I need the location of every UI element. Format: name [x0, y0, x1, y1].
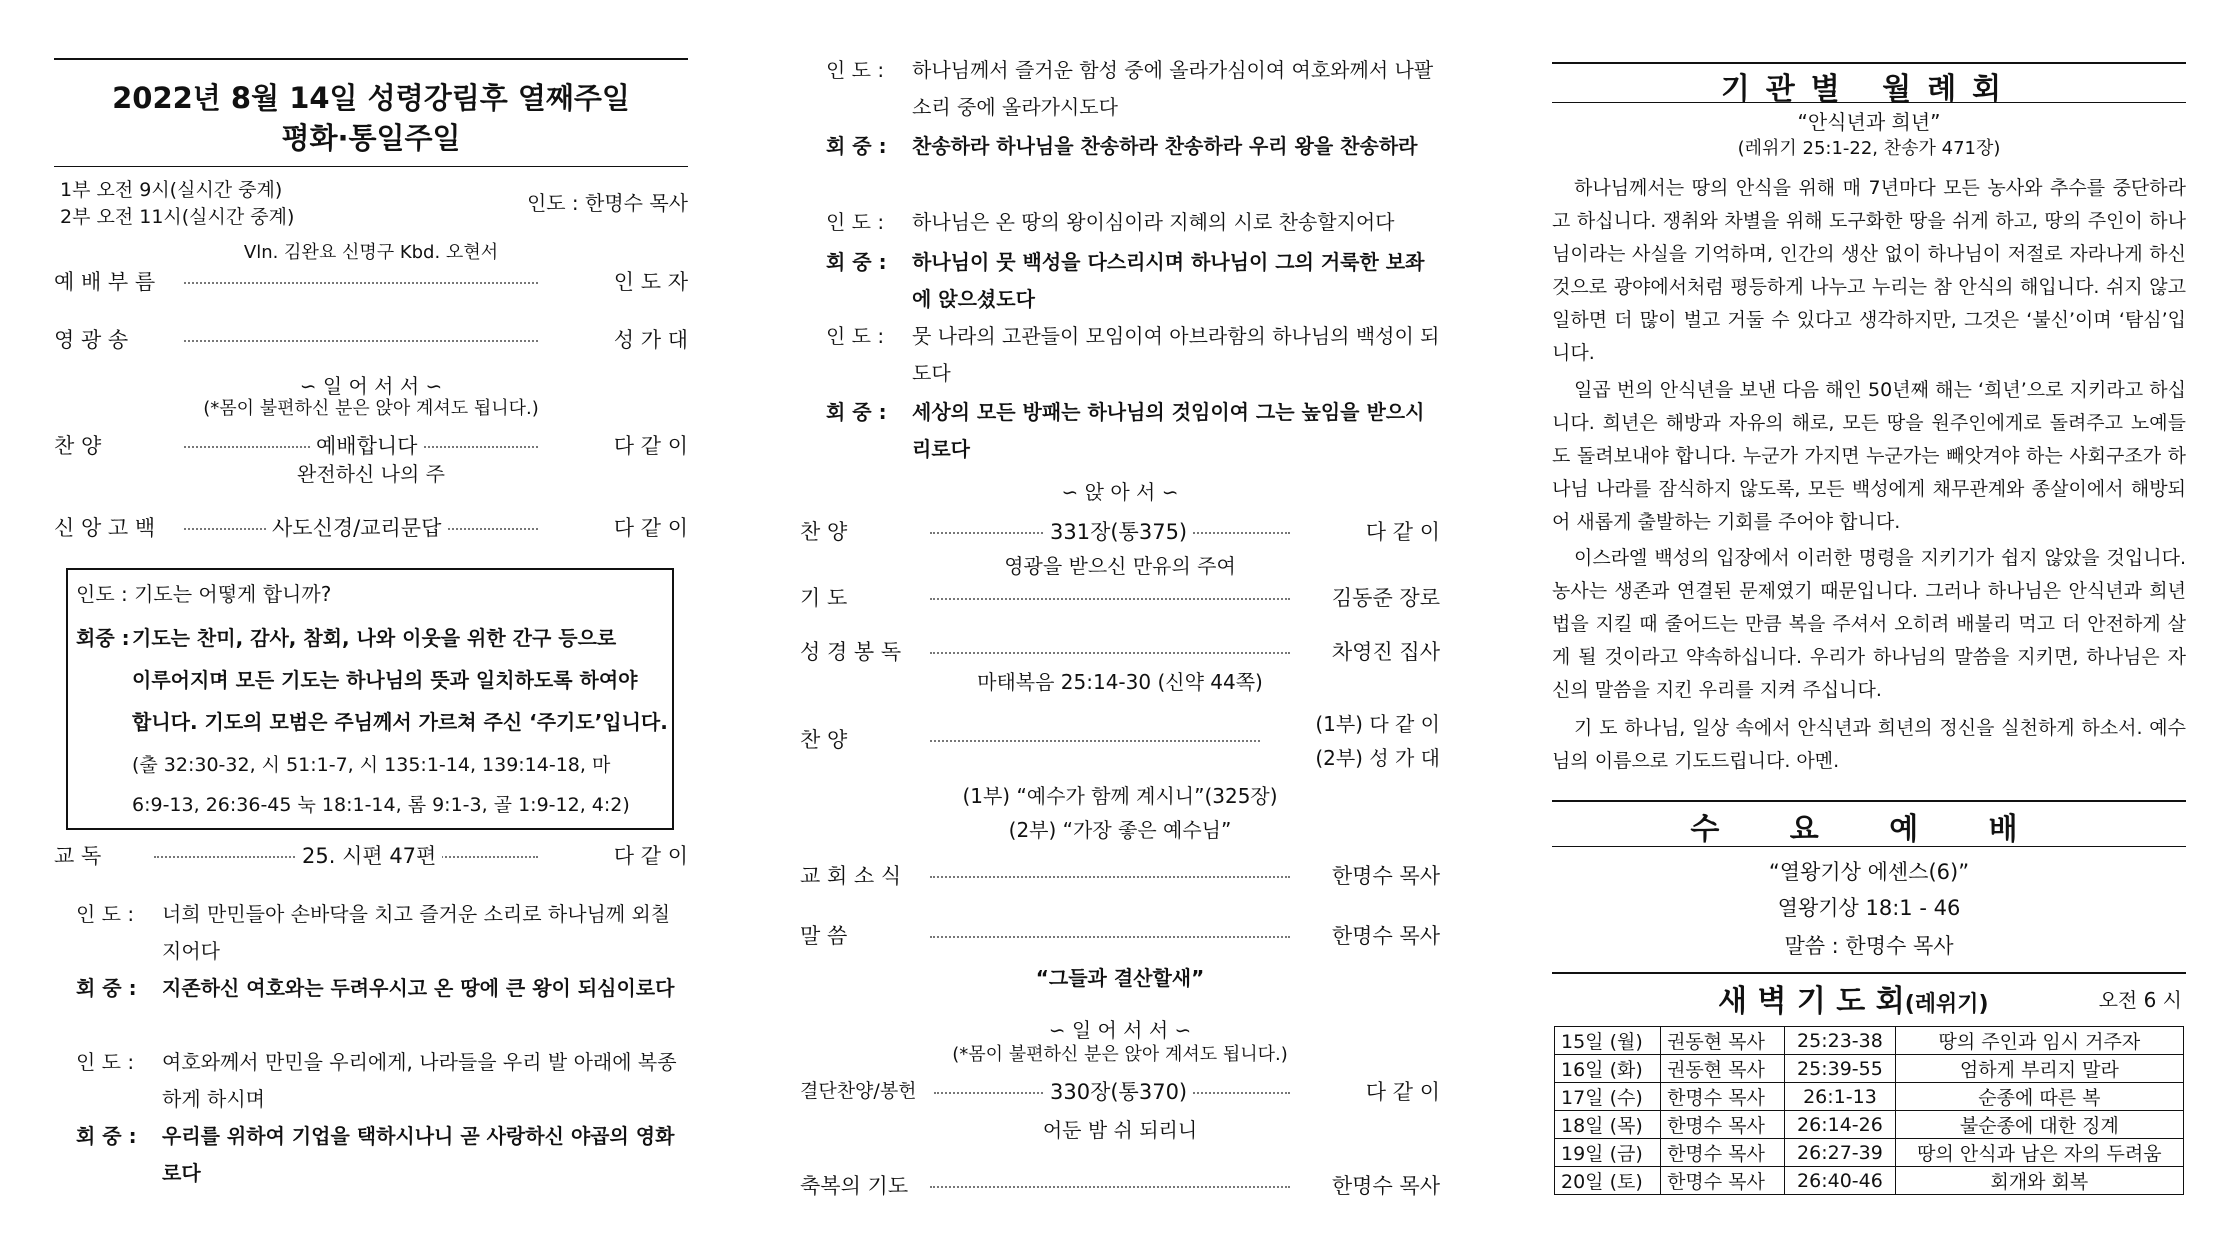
order-right: 한명수 목사 — [1331, 1174, 1440, 1198]
leader-dots — [930, 740, 1260, 742]
schedule-theme: 회개와 회복 — [1895, 1167, 2183, 1195]
reader-text: 뭇 나라의 고관들이 모임이여 아브라함의 하나님의 백성이 되도다 — [912, 324, 1440, 385]
order-responsive-reading — [54, 840, 688, 872]
meditation-paragraph: 이스라엘 백성의 입장에서 이러한 명령을 지키기가 쉽지 않았을 것입니다. 농사는 생존과 연결된 문제였기 때문입니다. 그러나 하나님은 안식년과 희년 법을 지킬 때 줄어드는 만큼 복을 주셔서 오히려 배불리 먹고 더 안전하게 살게 될 것이라고 약속하십니다. 우리가 하나님의 말씀을 지키면, 하나님은 자신의 말씀을 지킨 우리를 지켜 주십니다. — [1552, 547, 2186, 701]
closing-prayer: 기 도 하나님, 일상 속에서 안식년과 희년의 정신을 실천하게 하소서. 예수님의 이름으로 기도드립니다. 아멘. — [1552, 717, 2186, 772]
responsive-line — [76, 896, 688, 970]
anthem-part-2: (2부) 성 가 대 — [1315, 746, 1440, 770]
schedule-row — [1555, 1027, 2184, 1055]
leader-dots — [930, 936, 1290, 938]
reader-label: 인 도 : — [826, 58, 885, 82]
wednesday-speaker: 말씀 : 한명수 목사 — [1784, 934, 1954, 958]
order-label: 교 회 소 식 — [800, 864, 902, 888]
schedule-passage: 26:27-39 — [1785, 1139, 1896, 1167]
reader-label: 회 중 : — [76, 1124, 137, 1148]
order-right: 다 같 이 — [613, 516, 688, 540]
schedule-preacher: 한명수 목사 — [1661, 1167, 1785, 1195]
reader-label: 회 중 : — [76, 976, 137, 1000]
reader-label: 인 도 : — [76, 1050, 135, 1074]
order-benediction — [800, 1170, 1440, 1202]
schedule-preacher: 권동현 목사 — [1661, 1055, 1785, 1083]
section-rule — [1552, 800, 2186, 802]
schedule-date: 15일 (월) — [1555, 1027, 1661, 1055]
service-leader: 인도 : 한명수 목사 — [526, 191, 688, 215]
meditation-title: “안식년과 희년” — [1797, 110, 1941, 134]
order-mid: 25. 시편 47편 — [296, 840, 442, 870]
catechism-references: 6:9-13, 26:36-45 눅 18:1-14, 롬 9:1-3, 골 1:9-12, 4:2) — [132, 794, 630, 816]
praise-title: 완전하신 나의 주 — [297, 462, 445, 486]
dawn-prayer-title: 새 벽 기 도 회 — [1718, 984, 1905, 1019]
top-rule — [54, 58, 688, 60]
reader-label: 회 중 : — [826, 250, 887, 274]
schedule-passage: 25:23-38 — [1785, 1027, 1896, 1055]
page-title: 2022년 8월 14일 성령강림후 열째주일 — [112, 81, 630, 115]
section-rule — [1552, 102, 2186, 103]
order-right: 다 같 이 — [1365, 520, 1440, 544]
schedule-row — [1555, 1111, 2184, 1139]
order-scripture — [800, 636, 1440, 668]
reader-label: 인 도 : — [826, 324, 885, 348]
catechism-answer-line: 합니다. 기도의 모범은 주님께서 가르쳐 주신 ‘주기도’입니다. — [132, 710, 668, 734]
order-mid: 예배합니다 — [310, 430, 423, 460]
order-label: 찬 양 — [800, 728, 848, 752]
dawn-prayer-time: 오전 6 시 — [2098, 988, 2182, 1012]
schedule-date: 19일 (금) — [1555, 1139, 1661, 1167]
sermon-title: “그들과 결산할새” — [1035, 966, 1205, 990]
anthem-title-1: (1부) “예수가 함께 계시니”(325장) — [962, 784, 1278, 808]
service-time-2: 2부 오전 11시(실시간 중계) — [60, 206, 295, 228]
reader-text: 하나님이 뭇 백성을 다스리시며 하나님이 그의 거룩한 보좌에 앉으셨도다 — [912, 250, 1425, 311]
responsive-line — [76, 1044, 688, 1118]
order-right: 다 같 이 — [613, 434, 688, 458]
reader-text: 찬송하라 하나님을 찬송하라 찬송하라 우리 왕을 찬송하라 — [912, 134, 1418, 158]
section-rule — [1552, 846, 2186, 847]
catechism-box — [66, 568, 674, 830]
leader-dots — [184, 282, 538, 284]
order-label: 축복의 기도 — [800, 1174, 909, 1198]
schedule-preacher: 권동현 목사 — [1661, 1027, 1785, 1055]
order-dedication — [800, 1076, 1440, 1108]
order-right: 다 같 이 — [613, 844, 688, 868]
musicians: Vln. 김완요 신명구 Kbd. 오현서 — [243, 242, 499, 263]
leader-dots — [930, 598, 1290, 600]
order-right: 차영진 집사 — [1331, 640, 1440, 664]
praise-title: 영광을 받으신 만유의 주여 — [1004, 554, 1236, 578]
order-label: 찬 양 — [800, 520, 848, 544]
stand-instruction: ∽ 일 어 서 서 ∽ — [299, 374, 443, 398]
reader-label: 회 중 : — [826, 400, 887, 424]
order-label: 성 경 봉 독 — [800, 640, 902, 664]
schedule-theme: 불순종에 대한 징계 — [1895, 1111, 2183, 1139]
schedule-date: 16일 (화) — [1555, 1055, 1661, 1083]
schedule-preacher: 한명수 목사 — [1661, 1111, 1785, 1139]
catechism-references: (출 32:30-32, 시 51:1-7, 시 135:1-14, 139:14-18, 마 — [132, 754, 611, 776]
reader-text: 하나님은 온 땅의 왕이심이라 지혜의 시로 찬송할지어다 — [912, 210, 1395, 234]
schedule-preacher: 한명수 목사 — [1661, 1083, 1785, 1111]
schedule-row — [1555, 1055, 2184, 1083]
schedule-passage: 26:40-46 — [1785, 1167, 1896, 1195]
dedication-hymn: 어둔 밤 쉬 되리니 — [1042, 1118, 1198, 1142]
order-label: 영 광 송 — [54, 328, 129, 352]
schedule-passage: 26:14-26 — [1785, 1111, 1896, 1139]
stand-note: (*몸이 불편하신 분은 앉아 계셔도 됩니다.) — [952, 1044, 1288, 1065]
schedule-passage: 26:1-13 — [1785, 1083, 1896, 1111]
wednesday-service-header: 수 요 예 배 — [1690, 812, 2048, 847]
schedule-row — [1555, 1139, 2184, 1167]
order-praise — [800, 516, 1440, 548]
leader-dots — [184, 340, 538, 342]
order-creed — [54, 512, 688, 544]
order-label: 교 독 — [54, 844, 102, 868]
scripture-reference: 마태복음 25:14-30 (신약 44쪽) — [977, 670, 1263, 694]
catechism-answer-label: 회중 : — [76, 626, 130, 650]
schedule-date: 17일 (수) — [1555, 1083, 1661, 1111]
wednesday-reference: 열왕기상 18:1 - 46 — [1777, 896, 1961, 920]
responsive-line — [76, 970, 688, 1044]
wednesday-title: “열왕기상 에센스(6)” — [1768, 860, 1970, 884]
order-right: 한명수 목사 — [1331, 924, 1440, 948]
anthem-title-2: (2부) “가장 좋은 예수님” — [1008, 818, 1232, 842]
schedule-row — [1555, 1083, 2184, 1111]
order-church-news — [800, 860, 1440, 892]
order-right: 다 같 이 — [1365, 1080, 1440, 1104]
reader-text: 세상의 모든 방패는 하나님의 것임이여 그는 높임을 받으시리로다 — [912, 400, 1425, 461]
reader-label: 인 도 : — [826, 210, 885, 234]
section-rule — [1552, 972, 2186, 974]
leader-dots — [930, 652, 1290, 654]
reader-label: 회 중 : — [826, 134, 887, 158]
order-label: 예 배 부 름 — [54, 270, 156, 294]
order-label: 말 씀 — [800, 924, 848, 948]
order-mid: 사도신경/교리문답 — [266, 512, 447, 542]
order-right: 김동준 장로 — [1331, 586, 1440, 610]
dawn-prayer-schedule — [1554, 1026, 2184, 1195]
catechism-answer-line: 기도는 찬미, 감사, 참회, 나와 이웃을 위한 간구 등으로 — [132, 626, 617, 650]
catechism-answer-line: 이루어지며 모든 기도는 하나님의 뜻과 일치하도록 하여야 — [132, 668, 638, 692]
reader-label: 인 도 : — [76, 902, 135, 926]
reader-text: 하나님께서 즐거운 함성 중에 올라가심이여 여호와께서 나팔소리 중에 올라가시도다 — [912, 58, 1434, 119]
stand-instruction: ∽ 일 어 서 서 ∽ — [1048, 1018, 1192, 1042]
anthem-part-1: (1부) 다 같 이 — [1315, 712, 1440, 736]
dawn-prayer-header — [1718, 976, 1989, 1020]
responsive-line — [76, 1118, 688, 1192]
schedule-passage: 25:39-55 — [1785, 1055, 1896, 1083]
order-mid: 330장(통370) — [1044, 1076, 1193, 1106]
schedule-theme: 땅의 주인과 임시 거주자 — [1895, 1027, 2183, 1055]
meditation-paragraph: 일곱 번의 안식년을 보낸 다음 해인 50년째 해는 ‘희년’으로 지키라고 하십니다. 희년은 해방과 자유의 해로, 모든 땅을 원주인에게로 돌려주고 노예들도 돌려보내야 합니다. 누군가 가지면 누군가는 빼앗겨야 하는 사회구조가 하나님 나라를 잠식하지 않도록, 모든 백성에게 채무관계와 종살이에서 해방되어 새롭게 출발하는 기회를 주어야 합니다. — [1552, 379, 2186, 533]
reader-text: 우리를 위하여 기업을 택하시나니 곧 사랑하신 야곱의 영화로다 — [162, 1124, 675, 1185]
order-label: 결단찬양/봉헌 — [800, 1080, 917, 1102]
schedule-theme: 엄하게 부리지 말라 — [1895, 1055, 2183, 1083]
monthly-meeting-header: 기관별 월례회 — [1720, 72, 2018, 107]
page-subtitle: 평화·통일주일 — [281, 121, 461, 155]
order-mid: 331장(통375) — [1044, 516, 1193, 546]
schedule-date: 18일 (목) — [1555, 1111, 1661, 1139]
title-rule — [54, 166, 688, 167]
order-call-to-worship — [54, 266, 688, 298]
order-label: 찬 양 — [54, 434, 102, 458]
catechism-question: 인도 : 기도는 어떻게 합니까? — [76, 582, 332, 606]
reader-text: 지존하신 여호와는 두려우시고 온 땅에 큰 왕이 되심이로다 — [162, 976, 675, 1000]
order-sermon — [800, 920, 1440, 952]
order-right: 인 도 자 — [613, 270, 688, 294]
schedule-preacher: 한명수 목사 — [1661, 1139, 1785, 1167]
schedule-row — [1555, 1167, 2184, 1195]
order-prayer — [800, 582, 1440, 614]
stand-note: (*몸이 불편하신 분은 앉아 계셔도 됩니다.) — [203, 398, 539, 419]
leader-dots — [930, 1186, 1290, 1188]
meditation-reference: (레위기 25:1-22, 찬송가 471장) — [1737, 138, 2001, 159]
order-right: 한명수 목사 — [1331, 864, 1440, 888]
meditation-paragraph: 하나님께서는 땅의 안식을 위해 매 7년마다 모든 농사와 추수를 중단하라고 하십니다. 쟁취와 차별을 위해 도구화한 땅을 쉬게 하고, 땅의 주인이 하나님이라는 사실을 기억하며, 인간의 생산 없이 하나님이 저절로 자라나게 하신 것으로 광야에서처럼 평등하게 나누고 누리는 참 안식의 해입니다. 쉬지 않고 일하면 더 많이 벌고 거둘 수 있다고 생각하지만, 그것은 ‘불신’이며 ‘탐심’입니다. — [1552, 177, 2186, 364]
reader-text: 너희 만민들아 손바닥을 치고 즐거운 소리로 하나님께 외칠지어다 — [162, 902, 671, 963]
schedule-date: 20일 (토) — [1555, 1167, 1661, 1195]
order-right: 성 가 대 — [613, 328, 688, 352]
order-label: 기 도 — [800, 586, 848, 610]
dawn-prayer-book: (레위기) — [1904, 992, 1989, 1017]
schedule-theme: 순종에 따른 복 — [1895, 1083, 2183, 1111]
sit-instruction: ∽ 앉 아 서 ∽ — [1061, 480, 1179, 504]
service-time-1: 1부 오전 9시(실시간 중계) — [60, 179, 283, 201]
schedule-theme: 땅의 안식과 남은 자의 두려움 — [1895, 1139, 2183, 1167]
order-doxology — [54, 324, 688, 356]
leader-dots — [930, 876, 1290, 878]
order-label: 신 앙 고 백 — [54, 516, 156, 540]
reader-text: 여호와께서 만민을 우리에게, 나라들을 우리 발 아래에 복종하게 하시며 — [162, 1050, 677, 1111]
